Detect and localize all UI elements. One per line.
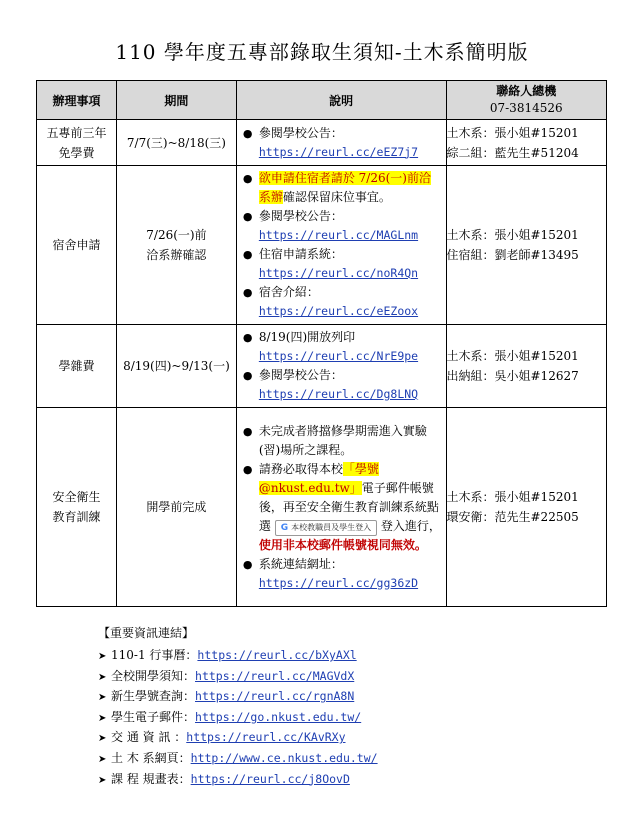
traffic-info-link[interactable]: https://reurl.cc/KAvRXy bbox=[186, 730, 346, 745]
curriculum-link[interactable]: https://reurl.cc/j8OovD bbox=[190, 771, 350, 786]
cell-item bbox=[37, 408, 117, 607]
contact-line: 土木系：張小姐#15201 bbox=[446, 228, 579, 242]
list-item bbox=[243, 169, 442, 207]
arrow-icon: ➤ bbox=[98, 712, 107, 724]
announcement-link[interactable]: https://reurl.cc/Dg8LNQ bbox=[258, 387, 419, 401]
arrow-icon: ➤ bbox=[98, 671, 107, 683]
list-item bbox=[243, 124, 442, 162]
list-item bbox=[98, 646, 378, 667]
arrow-icon: ➤ bbox=[98, 733, 107, 745]
list-item bbox=[243, 283, 442, 321]
cell-contact bbox=[446, 325, 607, 408]
bullet-text: 電子郵件帳號後，再至安全衛生教育訓練系統點選 bbox=[258, 480, 439, 533]
announcement-link[interactable]: https://reurl.cc/MAGLnm bbox=[258, 228, 419, 242]
list-item bbox=[98, 728, 378, 749]
period-line: 7/7(三)~8/18(三) bbox=[126, 135, 226, 150]
link-label: 課 程 規畫表： bbox=[111, 771, 191, 786]
staff-student-login-button[interactable] bbox=[275, 520, 377, 536]
department-site-link[interactable]: http://www.ce.nkust.edu.tw/ bbox=[190, 750, 378, 765]
bullet-text: 參閱學校公告： bbox=[258, 368, 343, 382]
arrow-icon: ➤ bbox=[98, 753, 107, 765]
list-item bbox=[243, 328, 442, 366]
cell-period bbox=[117, 166, 237, 325]
list-item bbox=[98, 749, 378, 770]
list-item bbox=[98, 667, 378, 688]
safety-system-link[interactable]: https://reurl.cc/gg36zD bbox=[258, 575, 419, 590]
list-item bbox=[243, 422, 442, 460]
arrow-icon: ➤ bbox=[98, 692, 107, 704]
contact-line: 出納組：吳小姐#12627 bbox=[446, 369, 579, 383]
header-desc: 說明 bbox=[236, 81, 446, 120]
cell-desc bbox=[236, 166, 446, 325]
table-row bbox=[37, 120, 607, 166]
list-item bbox=[243, 366, 442, 404]
contact-line: 住宿組：劉老師#13495 bbox=[446, 248, 579, 262]
contact-line: 土木系：張小姐#15201 bbox=[446, 125, 579, 140]
period-line: 8/19(四)~9/13(一) bbox=[123, 359, 230, 373]
cell-desc bbox=[236, 325, 446, 408]
warning-text: 使用非本校郵件帳號視同無效 bbox=[258, 537, 415, 552]
fee-print-link[interactable]: https://reurl.cc/NrE9pe bbox=[258, 349, 419, 363]
bullet-text: 參閱學校公告： bbox=[258, 209, 343, 223]
student-email-link[interactable]: https://go.nkust.edu.tw/ bbox=[195, 709, 362, 724]
cell-item bbox=[37, 120, 117, 166]
cell-desc bbox=[236, 120, 446, 166]
important-links bbox=[98, 623, 378, 790]
highlight-text: 欲申請住宿者請於 7/26(一)前洽系辦 bbox=[258, 171, 431, 204]
item-line: 教育訓練 bbox=[52, 510, 101, 524]
contact-line: 土木系：張小姐#15201 bbox=[446, 490, 579, 504]
highlight-text: 「學號@nkust.edu.tw」 bbox=[258, 461, 379, 495]
list-item bbox=[243, 207, 442, 245]
period-line: 7/26(一)前 bbox=[146, 228, 207, 242]
cell-item bbox=[37, 166, 117, 325]
list-item bbox=[243, 555, 442, 593]
bullet-text: 確認保留床位事宜。 bbox=[282, 190, 391, 204]
bullet-text: 登入進行， bbox=[380, 518, 441, 533]
link-label: 新生學號查詢： bbox=[111, 689, 196, 704]
item-line: 五專前三年 bbox=[46, 125, 107, 140]
bullet-text: 請務必取得本校 bbox=[258, 461, 343, 476]
school-notice-link[interactable]: https://reurl.cc/MAGVdX bbox=[195, 668, 355, 683]
bullet-text: 宿舍介紹： bbox=[258, 285, 319, 299]
student-id-link[interactable]: https://reurl.cc/rgnA8N bbox=[195, 689, 355, 704]
google-icon: G bbox=[280, 522, 289, 533]
link-label: 土 木 系網頁： bbox=[111, 750, 191, 765]
bullet-text: 系統連結網址： bbox=[258, 556, 343, 571]
header-contact-phone: 07-3814526 bbox=[489, 101, 563, 115]
link-label: 交 通 資 訊 ： bbox=[111, 730, 187, 745]
cell-contact bbox=[446, 120, 607, 166]
table-row bbox=[37, 166, 607, 325]
item-line: 學雜費 bbox=[58, 359, 95, 373]
cell-contact bbox=[446, 408, 607, 607]
cell-desc bbox=[236, 408, 446, 607]
cell-period bbox=[117, 408, 237, 607]
link-label: 110-1 行事曆： bbox=[111, 648, 198, 662]
item-line: 宿舍申請 bbox=[52, 238, 101, 252]
header-period: 期間 bbox=[117, 81, 237, 120]
bullet-text: 參閱學校公告： bbox=[258, 125, 343, 140]
table-row bbox=[37, 325, 607, 408]
cell-period bbox=[117, 120, 237, 166]
item-line: 安全衛生 bbox=[52, 490, 101, 504]
cell-period bbox=[117, 325, 237, 408]
announcement-link[interactable]: https://reurl.cc/eEZ7j7 bbox=[258, 144, 419, 159]
warning-text: 。 bbox=[414, 537, 427, 552]
arrow-icon: ➤ bbox=[98, 774, 107, 786]
period-line: 洽系辦確認 bbox=[146, 248, 207, 262]
page-title: 110 學年度五專部錄取生須知-土木系簡明版 bbox=[115, 40, 529, 64]
bullet-text: 8/19(四)開放列印 bbox=[258, 330, 356, 344]
cell-item bbox=[37, 325, 117, 408]
cell-contact bbox=[446, 166, 607, 325]
header-item: 辦理事項 bbox=[37, 81, 117, 120]
table-row bbox=[37, 408, 607, 607]
period-line: 開學前完成 bbox=[146, 500, 207, 514]
dorm-system-link[interactable]: https://reurl.cc/noR4Qn bbox=[258, 266, 419, 280]
arrow-icon: ➤ bbox=[98, 651, 107, 662]
link-label: 學生電子郵件： bbox=[111, 709, 196, 724]
table-header-row bbox=[37, 81, 607, 120]
contact-line: 土木系：張小姐#15201 bbox=[446, 349, 579, 363]
link-label: 全校開學須知： bbox=[111, 668, 196, 683]
header-contact bbox=[446, 81, 607, 120]
dorm-intro-link[interactable]: https://reurl.cc/eEZoox bbox=[258, 304, 419, 318]
links-heading: 【重要資訊連結】 bbox=[98, 626, 195, 640]
list-item bbox=[98, 687, 378, 708]
calendar-link[interactable]: https://reurl.cc/bXyAXl bbox=[197, 648, 357, 662]
item-line: 免學費 bbox=[58, 145, 95, 160]
list-item bbox=[98, 770, 378, 791]
list-item bbox=[243, 245, 442, 283]
header-contact-title: 聯絡人總機 bbox=[496, 84, 557, 98]
bullet-text: 未完成者將擋修學期需進入實驗(習)場所之課程。 bbox=[258, 423, 427, 457]
contact-line: 綜二組：藍先生#51204 bbox=[446, 145, 579, 160]
list-item bbox=[98, 708, 378, 729]
list-item bbox=[243, 460, 442, 555]
login-button-label: 本校教職員及學生登入 bbox=[291, 522, 372, 532]
contact-line: 環安衛：范先生#22505 bbox=[446, 510, 579, 524]
info-table bbox=[36, 80, 607, 607]
bullet-text: 住宿申請系統： bbox=[258, 247, 343, 261]
